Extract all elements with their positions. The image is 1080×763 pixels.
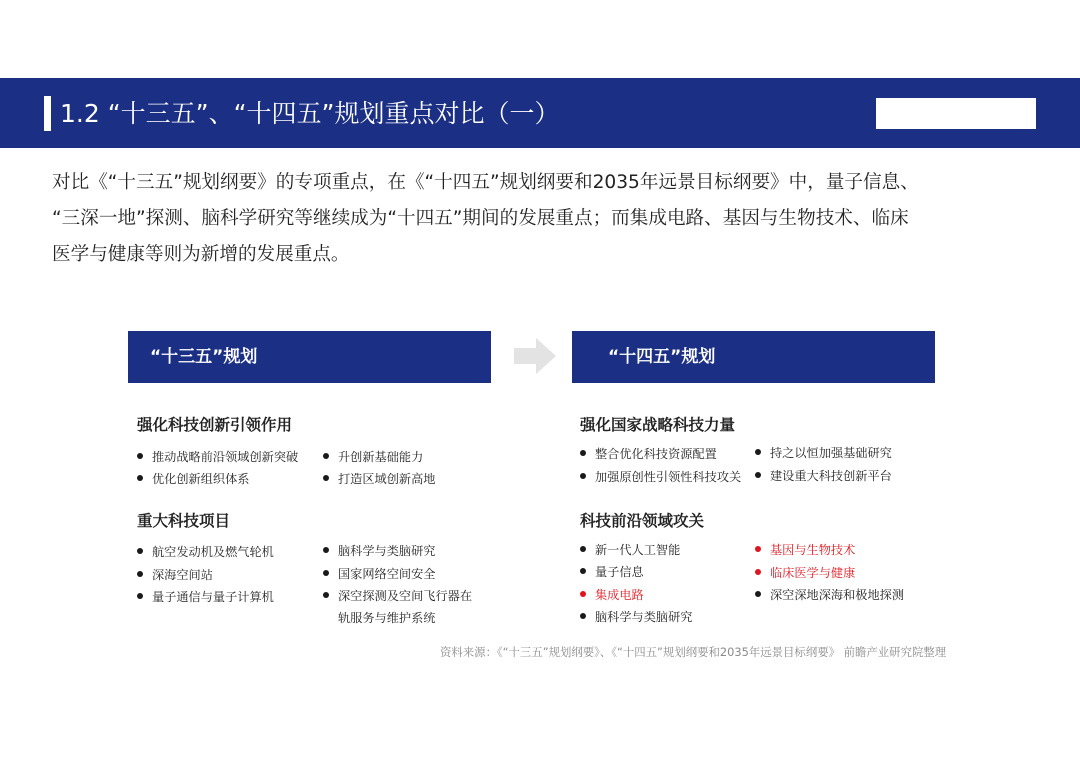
list-item: 脑科学与类脑研究 xyxy=(323,543,436,559)
list-item-new: 集成电路 xyxy=(580,587,644,603)
bullet-icon xyxy=(755,591,761,597)
list-item: 打造区域创新高地 xyxy=(323,471,436,487)
bullet-icon xyxy=(580,591,586,597)
left-section1-title: 强化科技创新引领作用 xyxy=(137,416,293,434)
list-item-new: 基因与生物技术 xyxy=(755,542,855,558)
bullet-icon xyxy=(755,449,761,455)
list-item: 优化创新组织体系 xyxy=(137,471,250,487)
intro-paragraph xyxy=(52,165,1042,273)
bullet-icon xyxy=(137,453,143,459)
list-item: 持之以恒加强基础研究 xyxy=(755,445,892,461)
bullet-icon xyxy=(137,593,143,599)
bullet-icon xyxy=(137,475,143,481)
bullet-icon xyxy=(580,546,586,552)
list-item: 整合优化科技资源配置 xyxy=(580,446,717,462)
list-item: 深空深地深海和极地探测 xyxy=(755,587,904,603)
header-accent-bar xyxy=(44,96,51,131)
list-item: 深海空间站 xyxy=(137,567,213,583)
list-item: 量子信息 xyxy=(580,564,644,580)
left-section2-title: 重大科技项目 xyxy=(137,512,231,530)
bullet-icon xyxy=(323,592,329,598)
bullet-icon xyxy=(580,473,586,479)
bullet-icon xyxy=(323,453,329,459)
right-section2-title: 科技前沿领域攻关 xyxy=(580,512,705,530)
list-item: 脑科学与类脑研究 xyxy=(580,609,693,625)
list-item: 推动战略前沿领域创新突破 xyxy=(137,449,298,465)
bullet-icon xyxy=(755,546,761,552)
intro-line-2: “三深一地”探测、脑科学研究等继续成为“十四五”期间的发展重点；而集成电路、基因与生物技术、临床 xyxy=(52,208,909,229)
bullet-icon xyxy=(137,548,143,554)
intro-line-3: 医学与健康等则为新增的发展重点。 xyxy=(52,244,350,265)
bullet-icon xyxy=(755,569,761,575)
source-note: 资料来源：《“十三五”规划纲要》、《“十四五”规划纲要和2035年远景目标纲要》 前瞻产业研究院整理 xyxy=(440,645,947,659)
list-item: 量子通信与量子计算机 xyxy=(137,589,274,605)
bullet-icon xyxy=(323,475,329,481)
list-item-new: 临床医学与健康 xyxy=(755,565,855,581)
page-title: 1.2 “十三五”、“十四五”规划重点对比（一） xyxy=(60,99,560,128)
bullet-icon xyxy=(580,568,586,574)
bullet-icon xyxy=(323,570,329,576)
list-item: 国家网络空间安全 xyxy=(323,566,436,582)
list-item: 建设重大科技创新平台 xyxy=(755,468,892,484)
bullet-icon xyxy=(580,450,586,456)
thirteenth-plan-header: “十三五”规划 xyxy=(128,331,491,383)
fourteenth-plan-header: “十四五”规划 xyxy=(572,331,935,383)
bullet-icon xyxy=(755,472,761,478)
list-item: 深空探测及空间飞行器在 轨服务与维护系统 xyxy=(323,588,472,626)
intro-line-1: 对比《“十三五”规划纲要》的专项重点，在《“十四五”规划纲要和2035年远景目标纲要》中，量子信息、 xyxy=(52,172,919,193)
list-item: 新一代人工智能 xyxy=(580,542,680,558)
list-item: 升创新基础能力 xyxy=(323,449,423,465)
bullet-icon xyxy=(137,571,143,577)
right-section1-title: 强化国家战略科技力量 xyxy=(580,416,736,434)
list-item: 加强原创性引领性科技攻关 xyxy=(580,469,741,485)
header-logo-box xyxy=(876,98,1036,129)
bullet-icon xyxy=(580,613,586,619)
arrow-right-icon xyxy=(514,338,556,374)
bullet-icon xyxy=(323,547,329,553)
list-item: 航空发动机及燃气轮机 xyxy=(137,544,274,560)
